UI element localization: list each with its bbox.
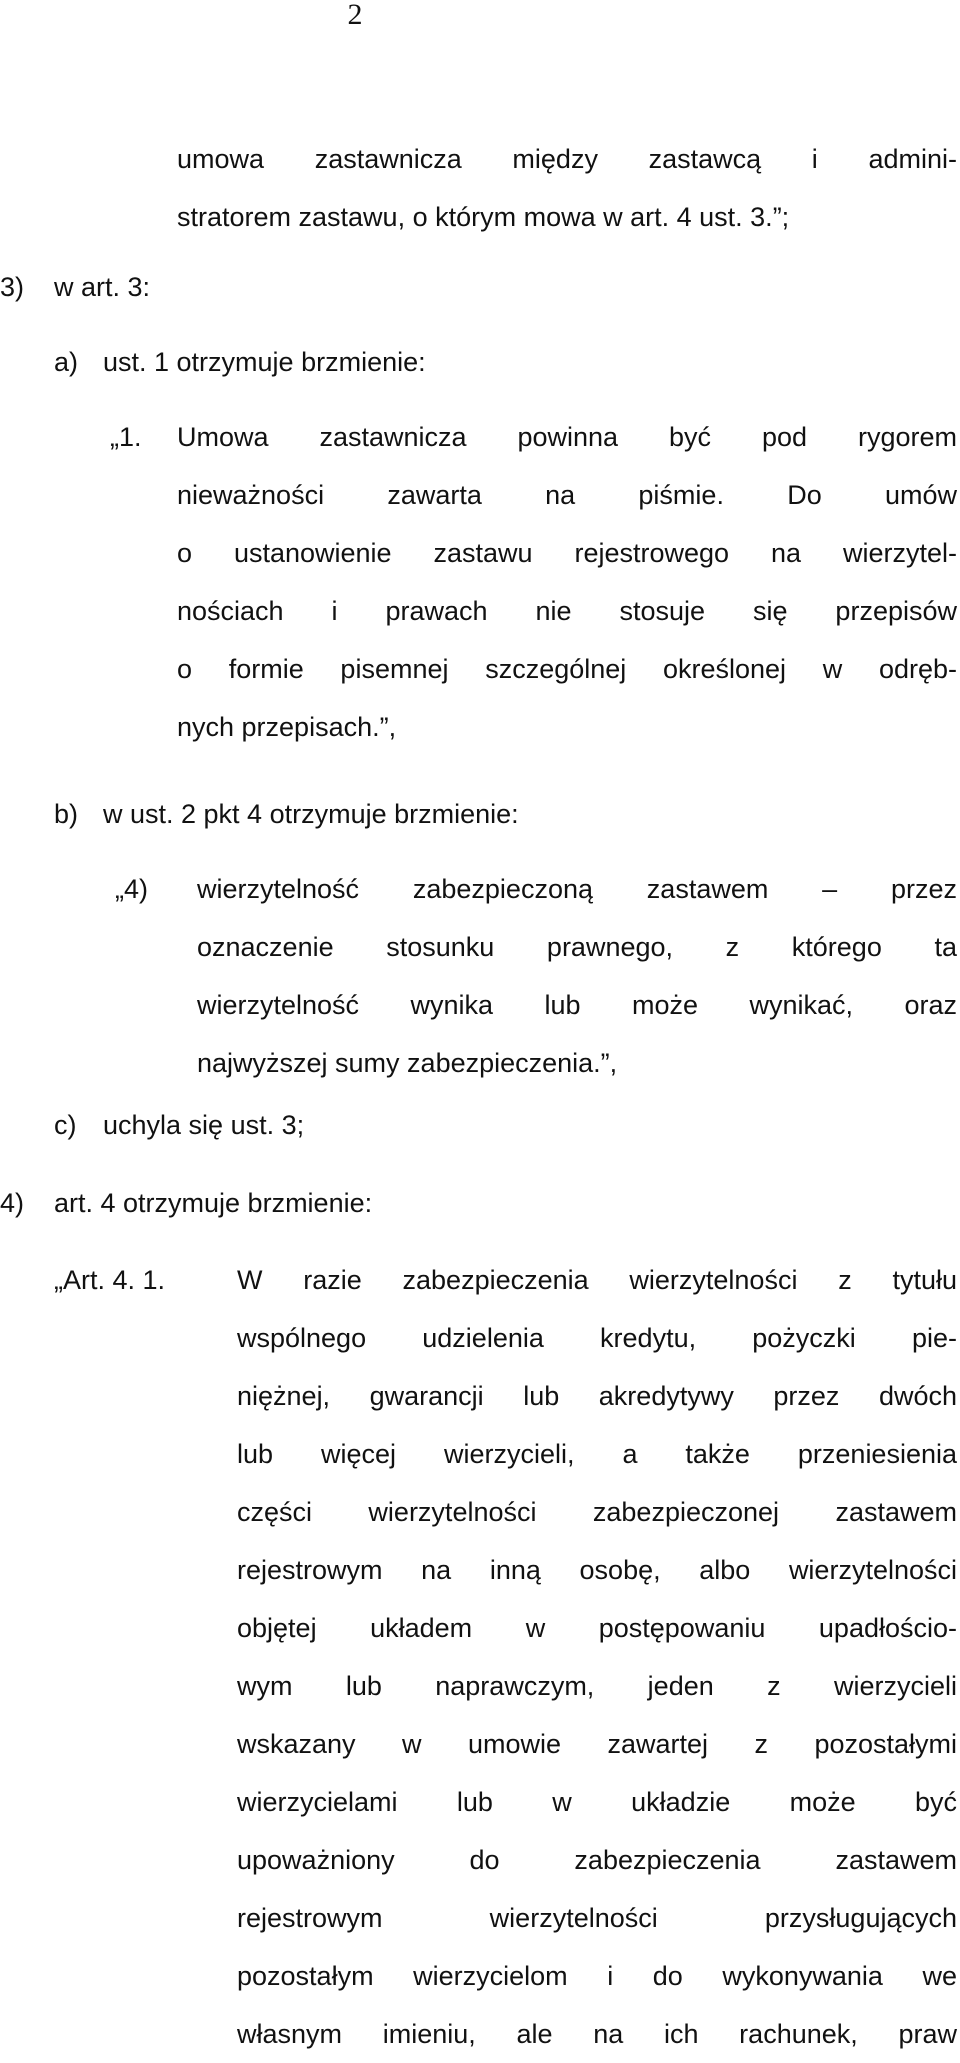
text-line: pozostałym wierzycielom i do wykonywania we <box>237 1961 957 1991</box>
text-line: wierzycielami lub w układzie może być <box>237 1787 957 1817</box>
text-line: umowa zastawnicza między zastawcą i admini- <box>177 144 957 174</box>
quote-ust1-text <box>177 408 957 756</box>
page-number: 2 <box>347 0 363 31</box>
text-line: lub więcej wierzycieli, a także przeniesienia <box>237 1439 957 1469</box>
text-line: rejestrowym na inną osobę, albo wierzytelności <box>237 1555 957 1585</box>
text-line: upoważniony do zabezpieczenia zastawem <box>237 1845 957 1875</box>
text-line: własnym imieniu, ale na ich rachunek, praw <box>237 2019 957 2049</box>
quote-art4-marker: „Art. 4. 1. <box>54 1265 166 1295</box>
text-line: wskazany w umowie zawartej z pozostałymi <box>237 1729 957 1759</box>
text-line: o formie pisemnej szczególnej określonej w odręb- <box>177 654 957 684</box>
text-line: najwyższej sumy zabezpieczenia.”, <box>197 1048 618 1078</box>
item-3b-text: w ust. 2 pkt 4 otrzymuje brzmienie: <box>103 799 519 829</box>
text-line: nych przepisach.”, <box>177 712 397 742</box>
item-3a-marker: a) <box>54 347 79 377</box>
text-line: nościach i prawach nie stosuje się przepisów <box>177 596 957 626</box>
item-3b-marker: b) <box>54 799 79 829</box>
text-line: części wierzytelności zabezpieczonej zastawem <box>237 1497 957 1527</box>
quote-pkt4-text <box>197 860 957 1092</box>
quote-ust1-marker: „1. <box>110 422 142 452</box>
item-3-marker: 3) <box>0 272 25 302</box>
text-line: wierzytelność wynika lub może wynikać, oraz <box>197 990 957 1020</box>
quote-art4-text <box>237 1251 957 2063</box>
item-4-text: art. 4 otrzymuje brzmienie: <box>54 1188 373 1218</box>
text-line: objętej układem w postępowaniu upadłościo- <box>237 1613 957 1643</box>
text-line: nieważności zawarta na piśmie. Do umów <box>177 480 957 510</box>
text-line: stratorem zastawu, o którym mowa w art. 4 ust. 3.”; <box>177 202 790 232</box>
text-line: rejestrowym wierzytelności przysługujących <box>237 1903 957 1933</box>
text-line: W razie zabezpieczenia wierzytelności z tytułu <box>237 1265 957 1295</box>
text-line: wym lub naprawczym, jeden z wierzycieli <box>237 1671 957 1701</box>
intro-continuation <box>177 130 957 246</box>
text-line: wierzytelność zabezpieczoną zastawem – przez <box>197 874 957 904</box>
item-3-text: w art. 3: <box>54 272 151 302</box>
item-3c-marker: c) <box>54 1110 77 1140</box>
item-3c-text: uchyla się ust. 3; <box>103 1110 305 1140</box>
text-line: niężnej, gwarancji lub akredytywy przez dwóch <box>237 1381 957 1411</box>
text-line: oznaczenie stosunku prawnego, z którego ta <box>197 932 957 962</box>
text-line: o ustanowienie zastawu rejestrowego na wierzytel- <box>177 538 957 568</box>
text-line: wspólnego udzielenia kredytu, pożyczki pie- <box>237 1323 957 1353</box>
item-3a-text: ust. 1 otrzymuje brzmienie: <box>103 347 426 377</box>
item-4-marker: 4) <box>0 1188 25 1218</box>
quote-pkt4-marker: „4) <box>115 874 148 904</box>
text-line: Umowa zastawnicza powinna być pod rygorem <box>177 422 957 452</box>
